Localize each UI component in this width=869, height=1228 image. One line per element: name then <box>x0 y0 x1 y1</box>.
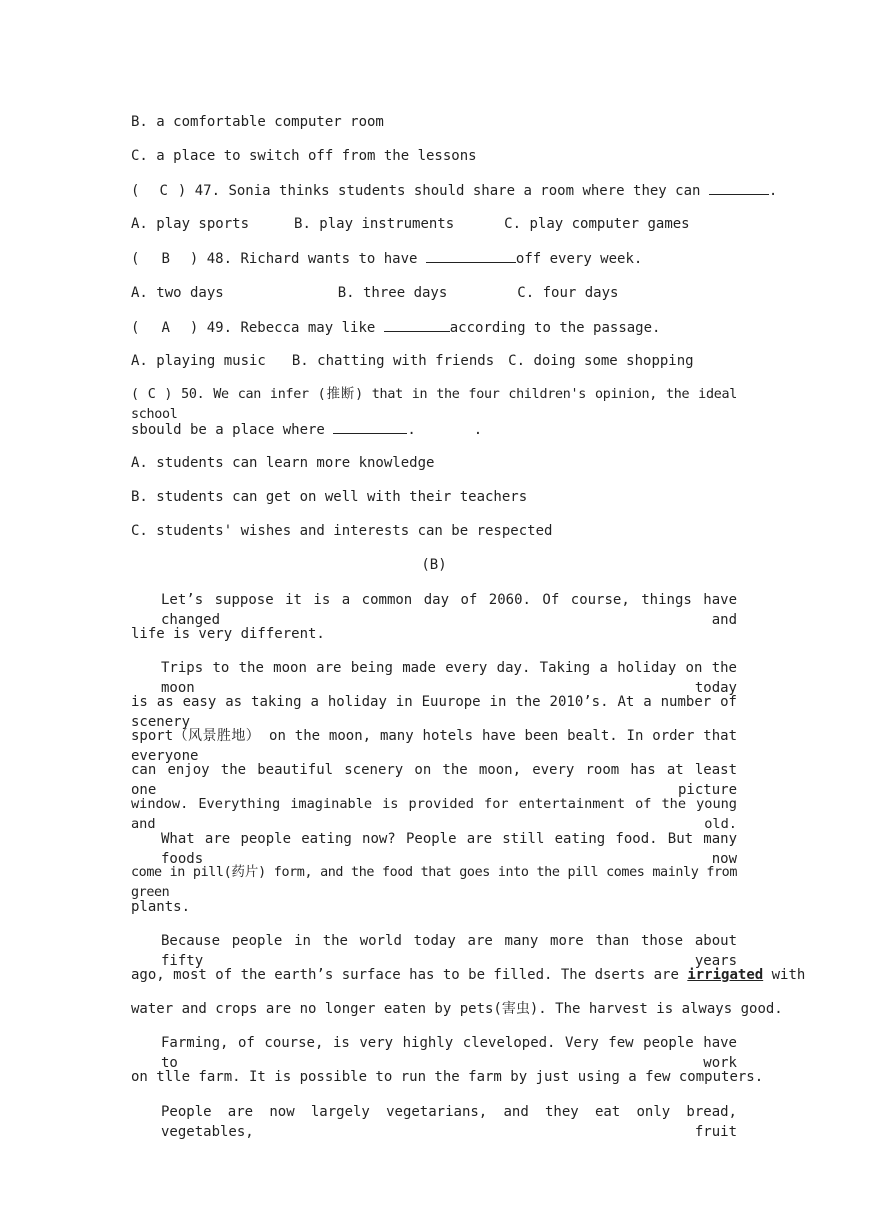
q50-question-line2 <box>131 419 737 439</box>
q47-option-b: B. play instruments <box>294 216 455 232</box>
highlighted-word-irrigated: irrigated <box>687 967 764 983</box>
section-b-heading: (B) <box>421 557 447 573</box>
q48-blank <box>426 248 516 263</box>
q50-stray-dot: . <box>473 422 483 438</box>
passage-p5-line1: Farming, of course, is very highly cleveloped. Very few people have to work <box>161 1035 737 1071</box>
q49-stem: ) 49. Rebecca may like <box>189 320 376 336</box>
q48-end: off every week. <box>515 251 643 267</box>
q48-option-c: C. four days <box>517 285 619 301</box>
q49-blank <box>384 317 450 332</box>
passage-p2-line3: sport（风景胜地） on the moon, many hotels have been bealt. In order that everyone <box>131 728 737 764</box>
q50-option-c: C. students' wishes and interests can be respected <box>131 523 553 539</box>
q49-option-a: A. playing music <box>131 353 266 369</box>
passage-p2-line4: can enjoy the beautiful scenery on the moon, every room has at least one picture <box>131 762 737 798</box>
passage-p4-line3: water and crops are no longer eaten by pets(害虫). The harvest is always good. <box>131 1001 783 1017</box>
q46-option-c: C. a place to switch off from the lessons <box>131 148 477 164</box>
passage-p4-line2 <box>131 965 806 985</box>
q49-question <box>131 317 737 337</box>
passage-p4-line2-start: ago, most of the earth’s surface has to be filled. The dserts are <box>131 967 679 983</box>
q49-answer: A <box>161 320 170 336</box>
q48-stem: ) 48. Richard wants to have <box>189 251 418 267</box>
q50-question-line1: ( C ) 50. We can infer (推断) that in the four children's opinion, the ideal school <box>131 387 737 422</box>
q49-option-b: B. chatting with friends <box>291 353 495 369</box>
passage-p1-line1: Let’s suppose it is a common day of 2060. Of course, things have changed and <box>161 592 737 628</box>
passage-p6-line1: People are now largely vegetarians, and they eat only bread, vegetables, fruit <box>161 1104 737 1140</box>
q48-options <box>131 283 737 303</box>
q48-option-b: B. three days <box>337 285 448 301</box>
q47-blank <box>709 180 769 195</box>
passage-p4-line2-end: with <box>771 967 806 983</box>
q48-question <box>131 248 737 268</box>
q49-end: according to the passage. <box>449 320 661 336</box>
q47-question <box>131 180 778 200</box>
q46-option-b: B. a comfortable computer room <box>131 114 384 130</box>
passage-p1-line2: life is very different. <box>131 626 325 642</box>
q47-options <box>131 214 737 234</box>
q50-end: . <box>407 422 416 438</box>
q49-paren-open: ( <box>131 320 140 336</box>
passage-p5-line2: on tlle farm. It is possible to run the farm by just using a few computers. <box>131 1069 764 1085</box>
q49-option-c: C. doing some shopping <box>508 353 694 369</box>
q48-answer: B <box>161 251 170 267</box>
q50-option-a: A. students can learn more knowledge <box>131 455 435 471</box>
q47-stem: ) 47. Sonia thinks students should share a room where they can <box>177 183 701 199</box>
q47-option-c: C. play computer games <box>504 216 690 232</box>
passage-p3-line1: What are people eating now? People are still eating food. But many foods now <box>161 831 737 867</box>
passage-p4-line1: Because people in the world today are many more than those about fifty years <box>161 933 737 969</box>
passage-p2-line5: window. Everything imaginable is provided for entertainment of the young and old. <box>131 796 737 832</box>
q49-options <box>131 351 737 371</box>
passage-p2-line1: Trips to the moon are being made every day. Taking a holiday on the moon today <box>161 660 737 696</box>
q47-paren-open: ( <box>131 183 140 199</box>
q48-option-a: A. two days <box>131 285 224 301</box>
q50-option-b: B. students can get on well with their teachers <box>131 489 528 505</box>
q47-option-a: A. play sports <box>131 216 250 232</box>
q50-blank <box>333 419 407 434</box>
q50-stem: sbould be a place where <box>131 422 325 438</box>
q48-paren-open: ( <box>131 251 140 267</box>
passage-p3-line3: plants. <box>131 899 191 915</box>
q47-end: . <box>768 183 778 199</box>
passage-p2-line2: is as easy as taking a holiday in Euurope in the 2010’s. At a number of scenery <box>131 694 737 730</box>
passage-p3-line2: come in pill(药片) form, and the food that goes into the pill comes mainly from green <box>131 865 737 900</box>
q47-answer: C <box>159 183 168 199</box>
